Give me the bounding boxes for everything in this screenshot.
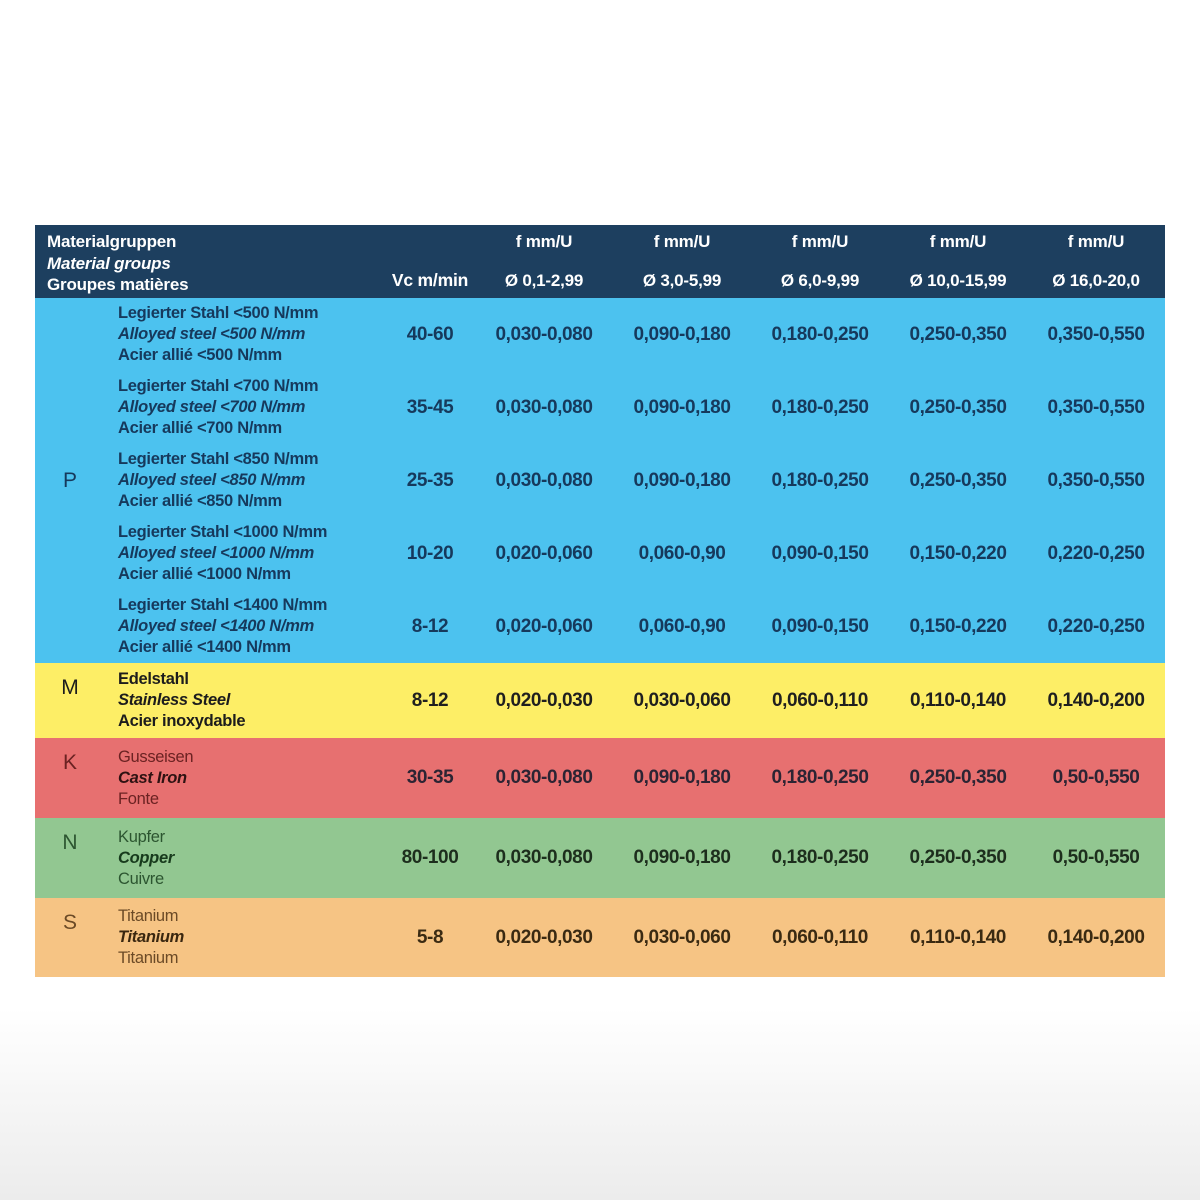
material-name-de: Edelstahl (118, 670, 189, 688)
feed-unit-label: f mm/U (791, 232, 849, 251)
feed-value: 0,030-0,080 (495, 469, 593, 491)
feed-value: 0,250-0,350 (909, 323, 1007, 345)
material-name-de: Gusseisen (118, 747, 194, 766)
material-name-en: Copper (118, 848, 174, 867)
header-feed-col-3 (751, 225, 889, 298)
feed-value: 0,090-0,180 (633, 469, 731, 491)
feed-value: 0,060-0,110 (772, 926, 868, 948)
feed-value: 0,020-0,060 (495, 542, 593, 564)
feed-value: 0,030-0,080 (495, 396, 593, 418)
diameter-range-label: Ø 16,0-20,0 (1052, 271, 1140, 290)
material-name-de: Legierter Stahl <500 N/mm (118, 304, 319, 322)
diameter-range-label: Ø 3,0-5,99 (642, 271, 722, 290)
table-row (105, 590, 1165, 663)
table-row (105, 298, 1165, 371)
material-name-de: Titanium (118, 907, 179, 925)
group-letter-k: K (62, 751, 77, 774)
feed-value: 0,180-0,250 (771, 469, 869, 491)
material-name-en: Titanium (118, 928, 185, 946)
feed-value: 0,030-0,080 (495, 847, 593, 868)
material-names (105, 376, 385, 439)
material-names (105, 669, 385, 732)
material-group-section-n (35, 818, 1165, 898)
diameter-range-label: Ø 10,0-15,99 (909, 271, 1007, 290)
table-row (105, 898, 1165, 977)
header-material-fr: Groupes matières (47, 275, 189, 294)
header-feed-col-2 (613, 225, 751, 298)
vc-value: 10-20 (406, 542, 454, 564)
material-group-section-k (35, 738, 1165, 818)
group-letter-n: N (62, 831, 78, 854)
feed-value: 0,180-0,250 (771, 396, 869, 418)
feed-value: 0,180-0,250 (771, 323, 869, 345)
material-name-en: Cast Iron (118, 768, 187, 787)
vc-value: 35-45 (406, 396, 454, 418)
feed-value: 0,020-0,060 (495, 615, 593, 637)
vc-value: 8-12 (411, 689, 449, 711)
material-name-fr: Cuivre (118, 869, 164, 888)
material-name-fr: Titanium (118, 949, 179, 967)
material-name-de: Legierter Stahl <1000 N/mm (118, 523, 328, 541)
feed-value: 0,150-0,220 (909, 615, 1007, 637)
feed-value: 0,020-0,030 (495, 926, 593, 948)
material-group-section-s (35, 898, 1165, 977)
feed-value: 0,090-0,150 (771, 615, 869, 637)
feed-value: 0,110-0,140 (910, 689, 1006, 711)
material-name-en: Alloyed steel <850 N/mm (118, 471, 306, 489)
feed-value: 0,060-0,110 (772, 689, 868, 711)
group-letter-m: M (61, 676, 79, 699)
feed-value: 0,090-0,180 (633, 396, 731, 418)
material-names (105, 522, 385, 585)
material-names (105, 906, 385, 969)
vc-value: 8-12 (411, 615, 449, 637)
material-name-en: Alloyed steel <1000 N/mm (118, 544, 314, 562)
material-name-fr: Acier allié <500 N/mm (118, 346, 282, 364)
feed-value: 0,090-0,180 (633, 323, 731, 345)
feed-value: 0,030-0,060 (633, 926, 731, 948)
material-name-en: Alloyed steel <700 N/mm (118, 398, 306, 416)
vc-value: 80-100 (401, 847, 459, 868)
material-name-fr: Acier allié <1400 N/mm (118, 638, 291, 656)
feed-value: 0,180-0,250 (771, 767, 869, 788)
header-vc-col: Vc m/min (391, 270, 469, 290)
header-material-col (35, 225, 385, 298)
group-letter-s: S (62, 911, 77, 934)
feed-value: 0,350-0,550 (1047, 323, 1145, 345)
header-feed-col-1 (475, 225, 613, 298)
table-row (105, 663, 1165, 738)
vc-value: 5-8 (416, 926, 444, 948)
feed-value: 0,350-0,550 (1047, 469, 1145, 491)
material-names (105, 827, 385, 890)
material-name-fr: Acier allié <700 N/mm (118, 419, 282, 437)
diameter-range-label: Ø 0,1-2,99 (504, 271, 584, 290)
feed-unit-label: f mm/U (515, 232, 573, 251)
feed-value: 0,250-0,350 (909, 767, 1007, 788)
feed-value: 0,350-0,550 (1047, 396, 1145, 418)
feed-value: 0,50-0,550 (1052, 767, 1140, 788)
table-row (105, 818, 1165, 898)
header-material-de: Materialgruppen (47, 232, 177, 251)
feed-value: 0,150-0,220 (909, 542, 1007, 564)
material-name-fr: Acier inoxydable (118, 712, 246, 730)
material-name-fr: Acier allié <850 N/mm (118, 492, 282, 510)
material-names (105, 747, 385, 810)
feed-value: 0,140-0,200 (1047, 689, 1145, 711)
header-feed-col-5 (1027, 225, 1165, 298)
material-name-de: Kupfer (118, 827, 165, 846)
table-row (105, 738, 1165, 818)
feed-value: 0,090-0,180 (633, 847, 731, 868)
feed-unit-label: f mm/U (929, 232, 987, 251)
feed-unit-label: f mm/U (653, 232, 711, 251)
material-name-en: Alloyed steel <500 N/mm (118, 325, 306, 343)
feed-value: 0,060-0,90 (638, 615, 726, 637)
table-row (105, 517, 1165, 590)
material-name-en: Alloyed steel <1400 N/mm (118, 617, 314, 635)
material-name-de: Legierter Stahl <700 N/mm (118, 377, 319, 395)
material-name-fr: Fonte (118, 789, 159, 808)
material-group-section-m (35, 663, 1165, 738)
vc-value: 25-35 (406, 469, 454, 491)
table-header (35, 225, 1165, 298)
material-name-fr: Acier allié <1000 N/mm (118, 565, 291, 583)
feed-value: 0,220-0,250 (1047, 615, 1145, 637)
diameter-range-label: Ø 6,0-9,99 (780, 271, 860, 290)
table-row (105, 371, 1165, 444)
feed-value: 0,030-0,080 (495, 323, 593, 345)
feed-value: 0,250-0,350 (909, 396, 1007, 418)
feed-value: 0,250-0,350 (909, 847, 1007, 868)
vc-value: 30-35 (406, 767, 454, 788)
feed-value: 0,020-0,030 (495, 689, 593, 711)
material-name-en: Stainless Steel (118, 691, 230, 709)
header-feed-col-4 (889, 225, 1027, 298)
feed-rate-table (35, 225, 1165, 977)
material-names (105, 303, 385, 366)
feed-value: 0,220-0,250 (1047, 542, 1145, 564)
feed-unit-label: f mm/U (1067, 232, 1125, 251)
feed-value: 0,140-0,200 (1047, 926, 1145, 948)
feed-value: 0,090-0,150 (771, 542, 869, 564)
group-letter-p: P (62, 468, 77, 492)
vc-value: 40-60 (406, 323, 454, 345)
material-group-section-p (35, 298, 1165, 663)
header-material-en: Material groups (47, 253, 171, 273)
feed-value: 0,030-0,060 (633, 689, 731, 711)
material-names (105, 595, 385, 658)
feed-value: 0,180-0,250 (771, 847, 869, 868)
feed-value: 0,060-0,90 (638, 542, 726, 564)
table-row (105, 444, 1165, 517)
feed-value: 0,50-0,550 (1052, 847, 1140, 868)
feed-value: 0,090-0,180 (633, 767, 731, 788)
material-names (105, 449, 385, 512)
material-name-de: Legierter Stahl <1400 N/mm (118, 596, 328, 614)
feed-value: 0,250-0,350 (909, 469, 1007, 491)
feed-value: 0,110-0,140 (910, 926, 1006, 948)
material-name-de: Legierter Stahl <850 N/mm (118, 450, 319, 468)
feed-value: 0,030-0,080 (495, 767, 593, 788)
